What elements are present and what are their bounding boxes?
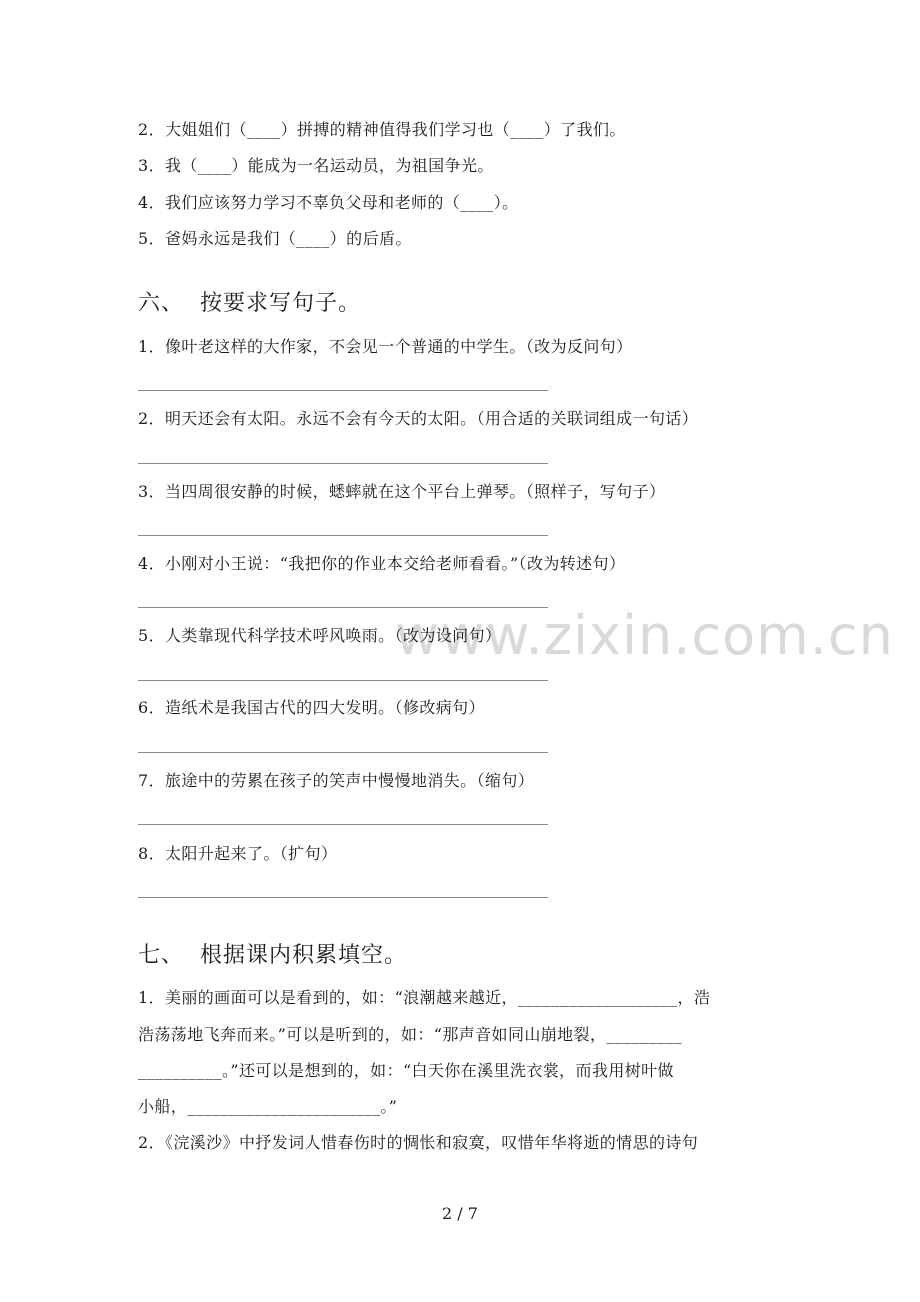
answer-line	[138, 390, 548, 391]
question-item: 5．人类靠现代科学技术呼风唤雨。（改为设问句）	[138, 626, 502, 645]
question-item: 6．造纸术是我国古代的四大发明。（修改病句）	[138, 698, 485, 717]
section-number: 七、	[138, 943, 185, 968]
page-number: 2 / 7	[442, 1204, 478, 1223]
list-item: 4．我们应该努力学习不辜负父母和老师的（____）。	[138, 193, 519, 212]
answer-line	[138, 680, 548, 681]
list-item: 3．我（____）能成为一名运动员，为祖国争光。	[138, 156, 494, 175]
answer-line	[138, 535, 548, 536]
section-title: 按要求写句子。	[200, 291, 362, 316]
question-item: 8．太阳升起来了。（扩句）	[138, 844, 338, 863]
answer-line	[138, 897, 548, 898]
section-title: 根据课内积累填空。	[200, 943, 408, 968]
watermark: www.zixin.com.cn	[395, 604, 894, 667]
paragraph-line: 2．《浣溪沙》中抒发词人惜春伤时的惆怅和寂寞，叹惜年华将逝的情思的诗句	[138, 1133, 699, 1152]
paragraph-line: 1．美丽的画面可以是看到的，如：“浪潮越来越近，___________________，浩	[138, 988, 711, 1007]
question-item: 1．像叶老这样的大作家，不会见一个普通的中学生。（改为反问句）	[138, 337, 633, 356]
paragraph-line: 浩荡荡地飞奔而来。”可以是听到的，如：“那声音如同山崩地裂，_________	[138, 1025, 682, 1044]
answer-line	[138, 824, 548, 825]
question-item: 2．明天还会有太阳。永远不会有今天的太阳。（用合适的关联词组成一句话）	[138, 409, 699, 428]
paragraph-line: __________。”还可以是想到的，如：“白天你在溪里洗衣裳，而我用树叶做	[138, 1061, 674, 1080]
question-item: 4．小刚对小王说：“我把你的作业本交给老师看看。”（改为转述句）	[138, 554, 626, 573]
answer-line	[138, 607, 548, 608]
answer-line	[138, 752, 548, 753]
section-heading-7	[138, 942, 407, 970]
section-number: 六、	[138, 291, 185, 316]
section-heading-6	[138, 290, 361, 318]
answer-line	[138, 463, 548, 464]
paragraph-line: 小船，_______________________。”	[138, 1097, 398, 1116]
list-item: 5．爸妈永远是我们（____）的后盾。	[138, 229, 412, 248]
question-item: 3．当四周很安静的时候，蟋蟀就在这个平台上弹琴。（照样子，写句子）	[138, 482, 666, 501]
list-item: 2．大姐姐们（____）拼搏的精神值得我们学习也（____）了我们。	[138, 120, 626, 139]
question-item: 7．旅途中的劳累在孩子的笑声中慢慢地消失。（缩句）	[138, 771, 535, 790]
